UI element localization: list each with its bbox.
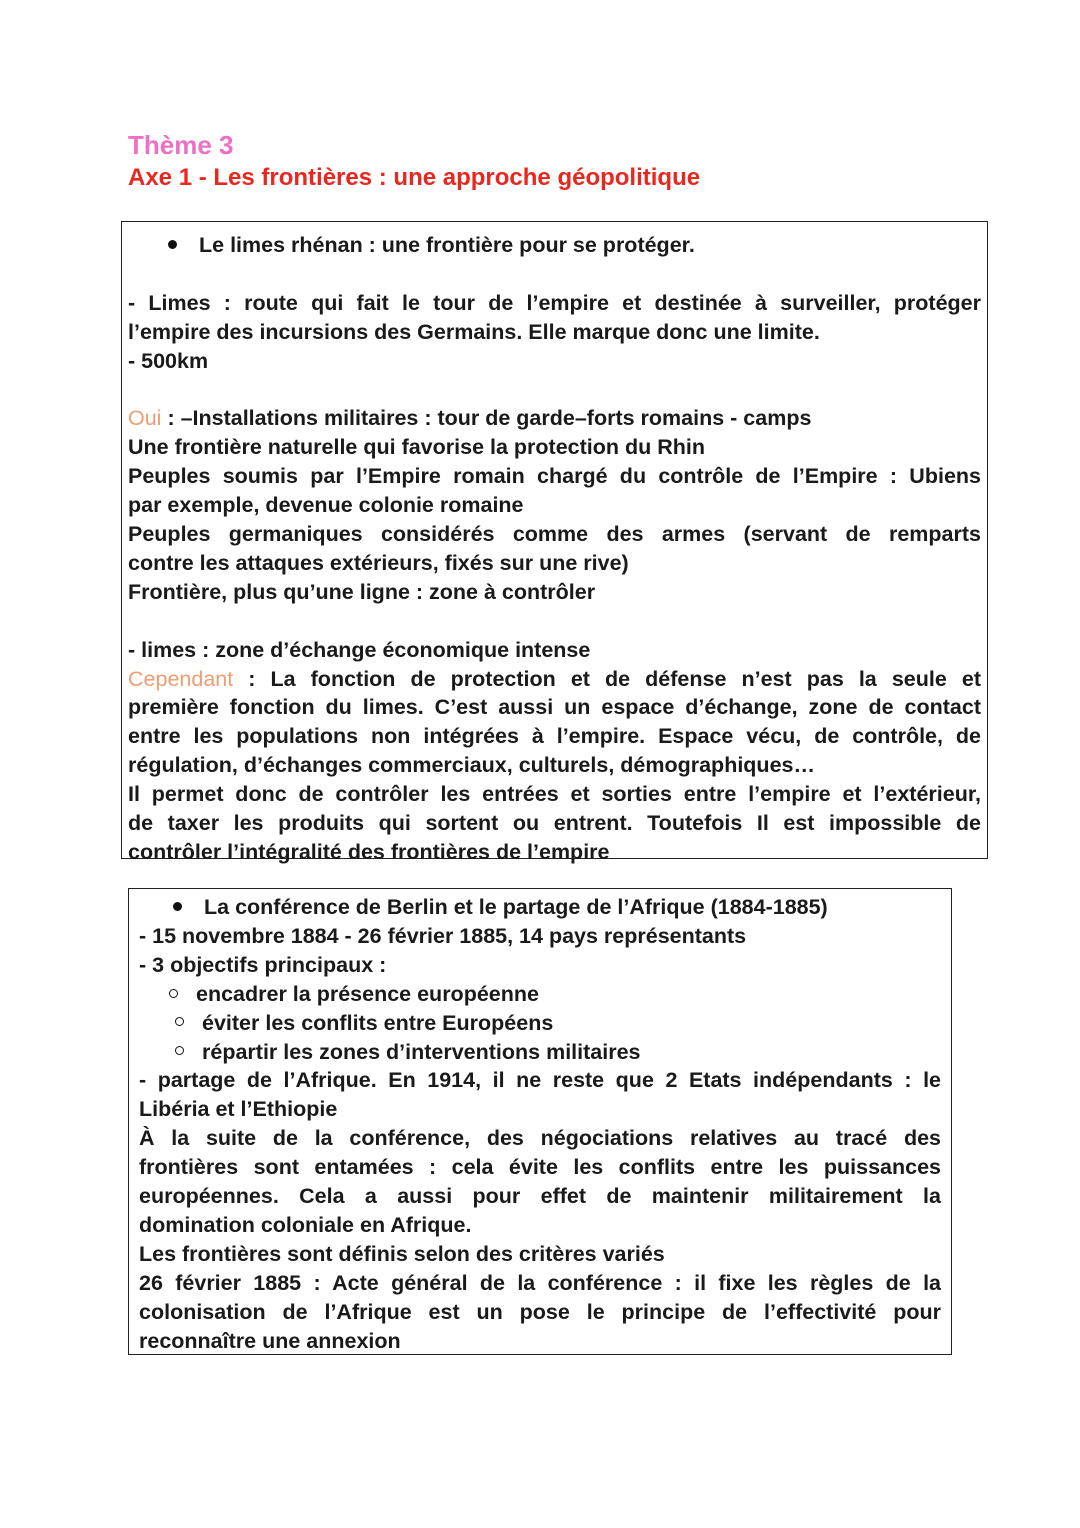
objective-item <box>139 1038 941 1067</box>
section-limes-box <box>121 221 988 864</box>
paragraph-line: Frontière, plus qu’une ligne : zone à contrôler <box>128 579 596 604</box>
paragraph-line: - limes : zone d’échange économique intense <box>128 637 591 662</box>
paragraph-line: Peuples germaniques considérés comme des armes (servant de remparts <box>128 522 981 547</box>
paragraph-line: contre les attaques extérieurs, fixés sur une rive) <box>128 550 629 575</box>
bullet-dot-icon <box>173 902 182 911</box>
paragraph-line: par exemple, devenue colonie romaine <box>128 493 524 518</box>
section-limes-heading <box>128 231 981 260</box>
circle-bullet-icon <box>175 1017 184 1026</box>
cependant-line <box>128 665 981 694</box>
objective-item <box>139 1009 941 1038</box>
paragraph-line: Une frontière naturelle qui favorise la protection du Rhin <box>128 435 705 460</box>
objective-text: encadrer la présence européenne <box>196 981 539 1006</box>
circle-bullet-icon <box>175 1046 184 1055</box>
objective-text: répartir les zones d’interventions militaires <box>202 1039 641 1064</box>
cependant-text: : La fonction de protection et de défense n’est pas la seule et <box>233 666 981 691</box>
paragraph-line: frontières sont entamées : cela évite les conflits entre les puissances <box>139 1155 941 1180</box>
paragraph-line: colonisation de l’Afrique est un pose le principe de l’effectivité pour <box>139 1299 941 1324</box>
objective-text: éviter les conflits entre Européens <box>202 1010 554 1035</box>
theme-title: Thème 3 <box>128 130 234 160</box>
paragraph-line: 26 février 1885 : Acte général de la conférence : il fixe les règles de la <box>139 1270 941 1295</box>
paragraph-line: reconnaître une annexion <box>139 1328 401 1353</box>
limes-definition-line-1: - Limes : route qui fait le tour de l’empire et destinée à surveiller, protéger <box>128 290 981 315</box>
heading-text: La conférence de Berlin et le partage de l’Afrique (1884-1885) <box>204 895 828 919</box>
paragraph-line: À la suite de la conférence, des négociations relatives au tracé des <box>139 1126 941 1151</box>
paragraph-line: - 3 objectifs principaux : <box>139 952 387 977</box>
limes-definition-line-2: l’empire des incursions des Germains. Elle marque donc une limite. <box>128 319 820 344</box>
oui-line <box>128 404 981 433</box>
paragraph-line: - partage de l’Afrique. En 1914, il ne reste que 2 Etats indépendants : le <box>139 1068 941 1093</box>
paragraph-line: - 15 novembre 1884 - 26 février 1885, 14 pays représentants <box>139 923 747 948</box>
section-berlin-box <box>128 888 952 1355</box>
objective-item <box>139 980 941 1009</box>
heading-text: Le limes rhénan : une frontière pour se protéger. <box>199 233 695 257</box>
paragraph-line: de taxer les produits qui sortent ou entrent. Toutefois Il est impossible de <box>128 811 981 836</box>
axe-title: Axe 1 - Les frontières : une approche géopolitique <box>128 164 701 191</box>
limes-length: - 500km <box>128 348 209 373</box>
paragraph-line: européennes. Cela a aussi pour effet de maintenir militairement la <box>139 1184 941 1209</box>
paragraph-line: contrôler l’intégralité des frontières de l’empire <box>128 839 610 864</box>
oui-text: : –Installations militaires : tour de garde–forts romains - camps <box>161 406 812 431</box>
paragraph-line: Il permet donc de contrôler les entrées et sorties entre l’empire et l’extérieur, <box>128 782 981 807</box>
circle-bullet-icon <box>169 989 178 998</box>
bullet-dot-icon <box>168 240 177 249</box>
paragraph-line: entre les populations non intégrées à l’empire. Espace vécu, de contrôle, de <box>128 724 981 749</box>
paragraph-line: Les frontières sont définis selon des critères variés <box>139 1241 665 1266</box>
paragraph-line: domination coloniale en Afrique. <box>139 1212 472 1237</box>
paragraph-line: Peuples soumis par l’Empire romain chargé du contrôle de l’Empire : Ubiens <box>128 464 981 489</box>
oui-label: Oui <box>128 406 162 431</box>
paragraph-line: première fonction du limes. C’est aussi un espace d’échange, zone de contact <box>128 695 981 720</box>
section-berlin-heading <box>139 893 941 922</box>
cependant-label: Cependant <box>128 666 234 691</box>
paragraph-line: régulation, d’échanges commerciaux, culturels, démographiques… <box>128 753 815 778</box>
paragraph-line: Libéria et l’Ethiopie <box>139 1097 338 1122</box>
